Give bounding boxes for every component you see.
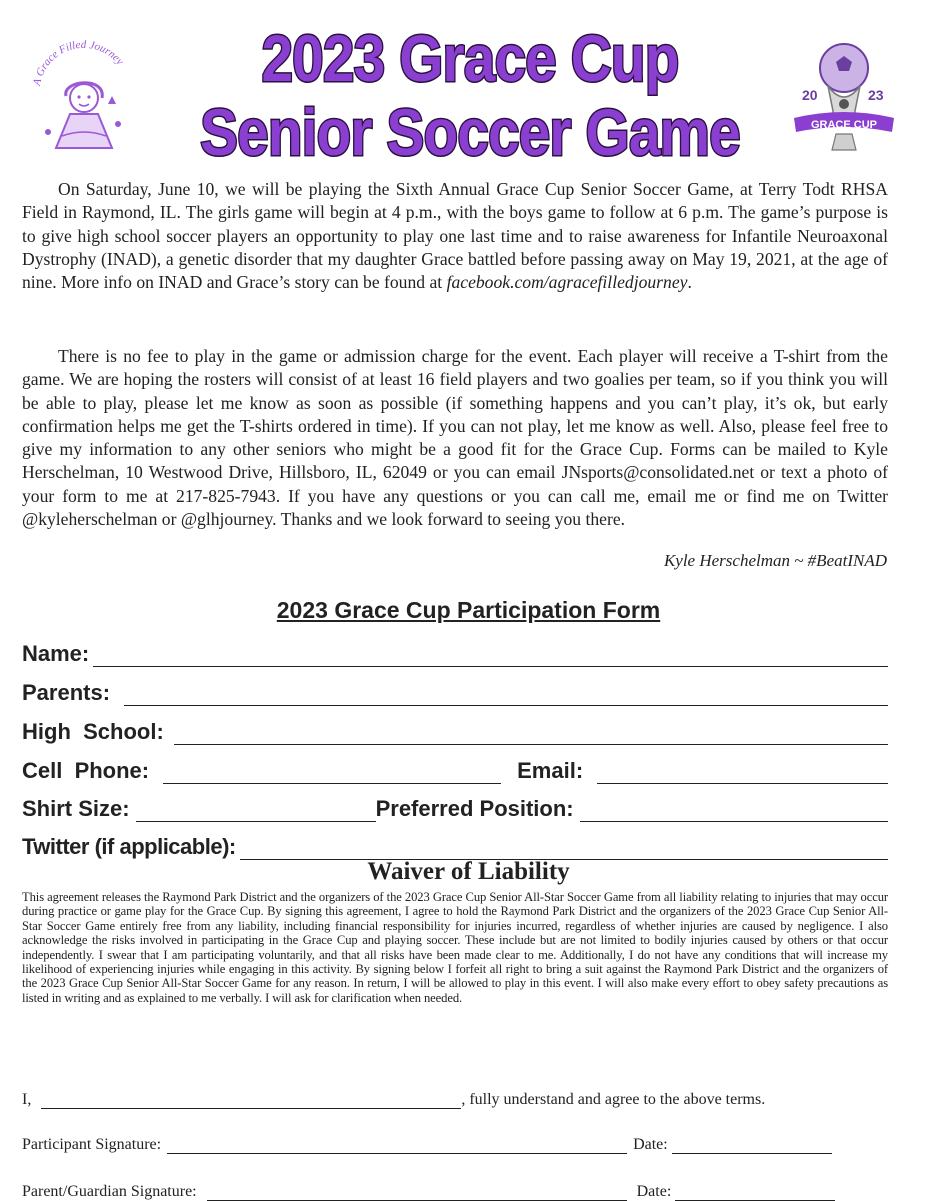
twitter-row — [22, 830, 888, 860]
title-line-1: 2023 Grace Cup — [261, 21, 679, 95]
high-school-label: High School: — [22, 719, 164, 744]
shirt-size-label: Shirt Size: — [22, 796, 130, 821]
participant-date-field[interactable] — [672, 1135, 832, 1154]
preferred-position-field[interactable] — [580, 799, 888, 822]
form-title: 2023 Grace Cup Participation Form — [276, 597, 661, 623]
signoff: Kyle Herschelman ~ #BeatINAD — [663, 551, 887, 570]
waiver-text: This agreement releases the Raymond Park District and the organizers of the 2023 Grace Cup Senior All-Star Soccer Game from all liability relating to injuries that may occur during practice or game play for the Grace Cup. By signing this agreement, I agree to hold the Raymond Park District and the organizers of the 2023 Grace Cup Senior All-Star Soccer Game entirely free from any liability, including financial responsibility for injuries incurred, regardless of whether injuries are caused by negligence. I also acknowledge the risks involved in participating in the Grace Cup and playing soccer. These include but are not limited to bodily injuries caused by others or that occur independently. I swear that I am participating voluntarily, and that all risks have been made clear to me. Additionally, I do not have any conditions that will increase my likelihood of experiencing injuries while engaging in this activity. By signing below I forfeit all right to bring a suit against the Raymond Park District and the organizers of the 2023 Grace Cup Senior All-Star Soccer Game for any reason. In return, I will be allowed to play in this event. I will also make every effort to obey safety precautions as listed in writing and as explained to me verbally. I will ask for clarification when needed. — [22, 890, 888, 1005]
participant-signature-field[interactable] — [167, 1135, 627, 1154]
name-row — [22, 637, 888, 667]
intro-end: . — [687, 272, 692, 293]
trophy-banner-text: GRACE CUP — [810, 119, 878, 131]
cell-phone-field[interactable] — [163, 761, 501, 784]
participant-date-label: Date: — [633, 1136, 668, 1153]
name-label: Name: — [22, 641, 90, 666]
waiver-title: Waiver of Liability — [367, 858, 570, 885]
grace-filled-journey-logo — [22, 40, 142, 160]
left-logo-text: A Grace Filled Journey — [31, 40, 126, 87]
parent-signature-label: Parent/Guardian Signature: — [22, 1183, 197, 1200]
high-school-field[interactable] — [174, 722, 888, 745]
email-label: Email: — [517, 758, 584, 783]
parent-date-label: Date: — [636, 1183, 672, 1200]
parents-field[interactable] — [124, 683, 888, 706]
contact-row — [22, 754, 888, 784]
participant-signature-label: Participant Signature: — [22, 1136, 162, 1153]
i-label: I, — [22, 1091, 32, 1108]
high-school-row — [22, 715, 888, 745]
title-line-2: Senior Soccer Game — [200, 95, 740, 169]
intro-paragraph — [22, 178, 888, 294]
email-field[interactable] — [597, 761, 888, 784]
parent-date-field[interactable] — [675, 1182, 835, 1201]
parent-signature-field[interactable] — [207, 1182, 627, 1201]
twitter-label: Twitter (if applicable): — [22, 834, 236, 859]
intro-text: On Saturday, June 10, we will be playing the Sixth Annual Grace Cup Senior Soccer Game, at Terry Todt RHSA Field in Raymond, IL. The girls game will begin at 4 p.m., with the boys game to follow at 6 p.m. The game’s purpose is to give high school soccer players an opportunity to play one last time and to raise awareness for Infantile Neuroaxonal Dystrophy (INAD), a genetic disorder that my daughter Grace battled before passing away on May 19, 2021, at the age of nine. More info on INAD and Grace’s story can be found at — [22, 179, 888, 293]
preferred-position-label: Preferred Position: — [375, 796, 574, 821]
full-name-field[interactable] — [41, 1090, 461, 1109]
trophy-year-right: 23 — [868, 87, 884, 103]
agreement-row — [22, 1083, 888, 1109]
cell-phone-label: Cell Phone: — [22, 758, 150, 783]
trophy-year-left: 20 — [802, 87, 818, 103]
name-field[interactable] — [93, 644, 888, 667]
details-paragraph — [22, 345, 888, 531]
svg-text:A Grace Filled Journey — [31, 40, 126, 88]
parents-label: Parents: — [22, 680, 111, 705]
details-text: There is no fee to play in the game or admission charge for the event. Each player will receive a T-shirt from the game. We are hoping the rosters will consist of at least 16 field players and two goalies per team, so if you think you will be able to play, please let me know as soon as possible (if something happens and you can’t play, it’s ok, but early confirmation helps me get the T-shirts ordered in time). If you can not play, let me know as well. Also, please feel free to give my information to any other seniors who might be a good fit for the Grace Cup. Forms can be mailed to Kyle Herschelman, 10 Westwood Drive, Hillsboro, IL, 62049 or you can email JNsports@consolidated.net or text a photo of your form to me at 217-825-7943. If you have any questions or you can call me, email me or find me on Twitter @kyleherschelman or @glhjourney. Thanks and we look forward to seeing you there. — [22, 346, 888, 530]
parent-signature-row — [22, 1175, 888, 1201]
participant-signature-row — [22, 1128, 888, 1154]
facebook-link[interactable]: facebook.com/agracefilledjourney — [446, 272, 688, 293]
grace-cup-trophy-logo — [788, 38, 898, 163]
agree-text: , fully understand and agree to the above terms. — [461, 1091, 766, 1108]
twitter-field[interactable] — [240, 837, 888, 860]
parents-row — [22, 676, 888, 706]
shirt-size-field[interactable] — [136, 799, 376, 822]
shirt-position-row — [22, 792, 888, 822]
